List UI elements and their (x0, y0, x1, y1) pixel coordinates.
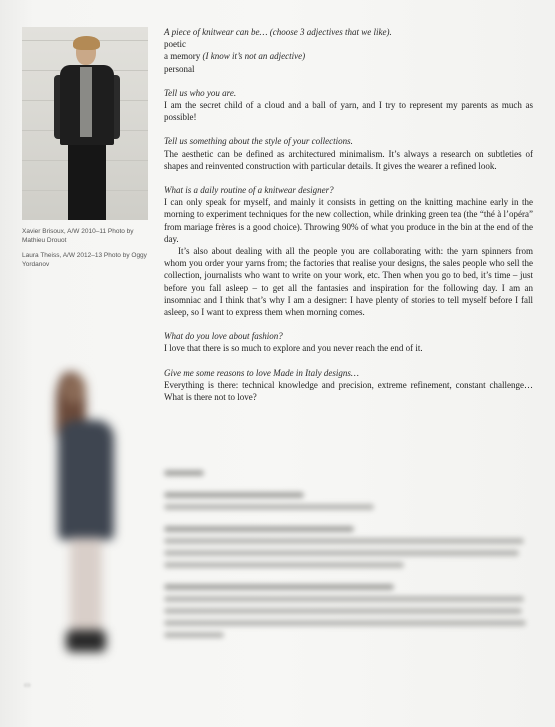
qa-block-3 (164, 135, 533, 172)
qa-block-5 (164, 330, 533, 354)
question-2: Tell us who you are. (164, 87, 237, 98)
photo-caption-2 (22, 251, 152, 269)
caption-2-line1: Laura Theiss, A/W 2012–13 (22, 252, 103, 259)
answer-1-line2 (164, 50, 533, 62)
answer-3: The aesthetic can be defined as architectured minimalism. It’s always a research on subtleties of shapes and reinvented construction with particular details. It gives the wearer a refined look. (164, 148, 533, 171)
interview-text (164, 26, 533, 415)
answer-4-paragraph-2: It’s also about dealing with all the people you are collaborating with: the yarn spinners from whom you order your yarns from; the factories that realise your designs, the sales people who sell the collection, journalists who want to write on your work, etc. Then when you go to bed, it’s time – just before you fall asleep – to get all the fantasies and inspiration for the following day. I am an insomniac and I think that’s why I am a designer: I have plenty of stories to tell myself before I fall asleep, so I want to express them when morning comes. (164, 246, 533, 318)
photo-caption-1 (22, 227, 152, 245)
photo-xavier-brisoux (22, 27, 148, 220)
photo-laura-theiss-blurred (48, 368, 128, 658)
caption-1-line1: Xavier Brisoux, A/W 2010–11 (22, 228, 107, 235)
question-6: Give me some reasons to love Made in Italy designs… (164, 367, 359, 378)
question-4: What is a daily routine of a knitwear designer? (164, 185, 334, 196)
question-5: What do you love about fashion? (164, 331, 283, 342)
qa-block-1 (164, 26, 533, 75)
qa-block-6 (164, 367, 533, 404)
caption-1-line2: Photo by Mathieu Drouot (22, 228, 134, 244)
answer-1-line2-text: a memory (164, 51, 201, 62)
answer-5: I love that there is so much to explore and you never reach the end of it. (164, 343, 423, 354)
answer-4-paragraph-1: I can only speak for myself, and mainly it consists in getting on the knitting machine early in the morning to experiment techniques for the new collection, while drinking green tea (the “thé à l’opéra” from mariage frères is a good choice). Throwing 90% of what you produce in the bin at the end of the day. (164, 197, 533, 244)
answer-1-line2-note: (I know it’s not an adjective) (202, 51, 306, 62)
answer-1-line1: poetic (164, 39, 186, 50)
question-1: A piece of knitwear can be… (choose 3 adjectives that we like). (164, 27, 392, 37)
question-3: Tell us something about the style of your collections. (164, 136, 353, 147)
caption-2-line2: Photo by Oggy Yordanov (22, 252, 147, 268)
qa-block-4 (164, 184, 533, 318)
answer-1-line3: personal (164, 63, 195, 74)
answer-2: I am the secret child of a cloud and a ball of yarn, and I try to represent my parents as much as possible! (164, 100, 533, 123)
blurred-next-interview (164, 470, 533, 670)
qa-block-2 (164, 87, 533, 124)
answer-6: Everything is there: technical knowledge and precision, extreme refinement, constant challenge… What is there not to love? (164, 379, 533, 403)
page-number-blurred: ▭ (24, 682, 31, 689)
